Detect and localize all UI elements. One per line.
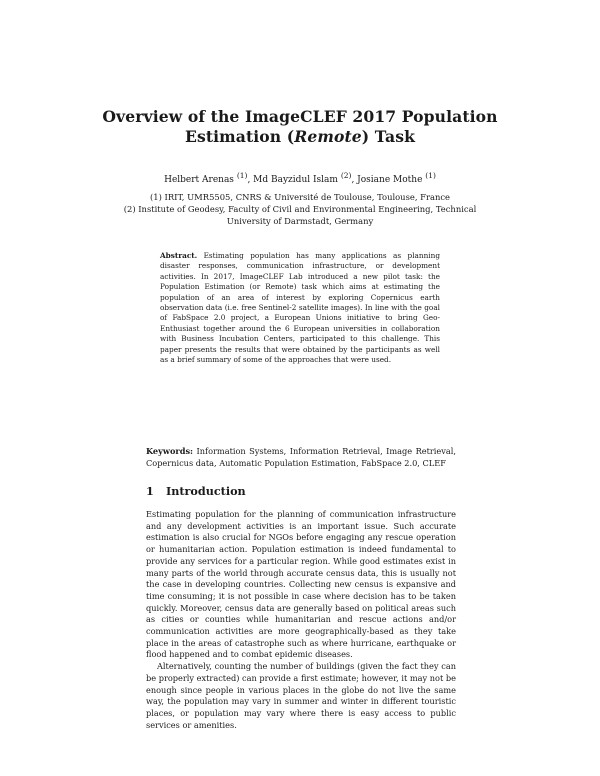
abstract	[160, 251, 440, 365]
paragraph-1: Estimating population for the planning of communication infrastructure and any development activities is an important issue. Such accurate estimation is also crucial for NGOs before engaging any rescue operation or humanitarian action. Population estimation is indeed fundamental to provide any services for a particular region. While good estimates exist in many parts of the world through accurate census data, this is usually not the case in developing countries. Collecting new census is expansive and time consuming; it is not possible in case where decision has to be taken quickly. Moreover, census data are generally based on political areas such as cities or counties while humanitarian and rescue actions and/or communication activities are more geographically-based as they take place in the areas of catastrophe such as where hurricane, earthquake or flood happened and to combat epidemic diseases.	[146, 509, 456, 660]
author-2: , Md Bayzidul Islam	[247, 175, 338, 185]
affiliations	[120, 192, 480, 227]
section-number: 1	[146, 484, 154, 498]
title-line-2	[100, 127, 500, 147]
affiliation-2a: (2) Institute of Geodesy, Faculty of Civil and Environmental Engineering, Technical	[123, 203, 477, 214]
title-line-1: Overview of the ImageCLEF 2017 Population	[102, 107, 498, 126]
title-line-2-post: ) Task	[361, 127, 415, 146]
paper-title	[100, 107, 500, 147]
keywords-text: Information Systems, Information Retrieval, Image Retrieval, Copernicus data, Automatic Population Estimation, FabSpace 2.0, CLEF	[146, 446, 456, 468]
affiliation-2b: University of Darmstadt, Germany	[226, 215, 374, 226]
keywords	[146, 445, 456, 469]
author-list	[100, 170, 500, 186]
section-heading	[146, 484, 456, 498]
author-2-affil: (2)	[340, 171, 352, 180]
author-3: , Josiane Mothe	[351, 175, 423, 185]
abstract-text: Estimating population has many applications as planning disaster responses, communication infrastructure, or development activities. In 2017, ImageCLEF Lab introduced a new pilot task: the Population Estimation (or Remote) task which aims at estimating the population of an area of interest by exploring Copernicus earth observation data (i.e. free Sentinel-2 satellite images). In line with the goal of FabSpace 2.0 project, a European Unions initiative to bring Geo-Enthusiast together around the 6 European universities in collaboration with Business Incubation Centers, participated to this challenge. This paper presents the results that were obtained by the participants as well as a brief summary of some of the approaches that were used.	[160, 251, 440, 365]
section-body	[146, 509, 456, 731]
affiliation-1: (1) IRIT, UMR5505, CNRS & Université de Toulouse, Toulouse, France	[150, 192, 450, 202]
title-line-2-pre: Estimation (	[184, 127, 295, 146]
author-3-affil: (1)	[425, 171, 436, 180]
author-1: Helbert Arenas	[164, 175, 234, 185]
section-title: Introduction	[166, 484, 246, 498]
keywords-label: Keywords:	[146, 446, 194, 456]
paragraph-2: Alternatively, counting the number of buildings (given the fact they can be properly extracted) can provide a first estimate; however, it may not be enough since people in various places in the globe do not live the same way, the population may vary in summer and winter in different touristic places, or population may vary where there is easy access to public services or amenities.	[146, 661, 456, 730]
title-line-2-em: Remote	[294, 127, 362, 146]
author-1-affil: (1)	[236, 171, 248, 180]
abstract-label: Abstract.	[160, 251, 198, 260]
